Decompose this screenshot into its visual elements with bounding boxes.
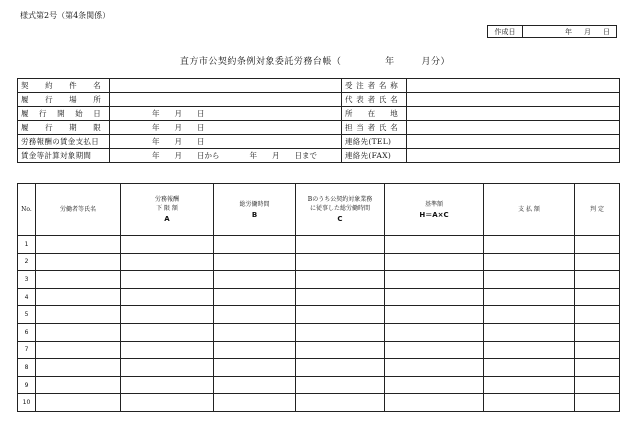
table-row — [18, 394, 620, 412]
table-row — [18, 359, 620, 377]
col-header-worker-name: 労働者等氏名 — [36, 184, 121, 236]
applicable-key: C — [337, 215, 343, 223]
min-wage-line1: 労務報酬 — [154, 196, 179, 203]
title-month-close: 月分） — [421, 57, 451, 67]
row-number: 10 — [18, 394, 36, 412]
payment-cell[interactable] — [484, 271, 575, 289]
info-row — [18, 79, 620, 93]
worker-name-cell[interactable] — [36, 306, 121, 324]
judgment-cell[interactable] — [575, 236, 620, 254]
worker-name-cell[interactable] — [36, 341, 121, 359]
total-hours-cell[interactable] — [214, 341, 296, 359]
judgment-cell[interactable] — [575, 394, 620, 412]
info-row — [18, 121, 620, 135]
contractor-name-field[interactable] — [407, 79, 620, 93]
min-wage-cell[interactable] — [121, 288, 214, 306]
table-row — [18, 323, 620, 341]
table-row — [18, 306, 620, 324]
start-date-label: 履 行 開 始 日 — [18, 107, 110, 121]
created-month-label: 月 — [584, 27, 591, 36]
col-header-standard — [385, 184, 484, 236]
row-number: 2 — [18, 253, 36, 271]
standard-formula: H＝A×C — [419, 210, 449, 219]
total-hours-cell[interactable] — [214, 236, 296, 254]
total-hours-cell[interactable] — [214, 288, 296, 306]
person-in-charge-field[interactable] — [407, 121, 620, 135]
judgment-cell[interactable] — [575, 359, 620, 377]
row-number: 9 — [18, 376, 36, 394]
created-date-box — [487, 25, 617, 38]
payment-cell[interactable] — [484, 341, 575, 359]
applicable-hours-cell[interactable] — [296, 288, 385, 306]
total-hours-cell[interactable] — [214, 253, 296, 271]
standard-cell[interactable] — [385, 359, 484, 377]
col-header-min-wage — [121, 184, 214, 236]
standard-cell[interactable] — [385, 271, 484, 289]
payment-cell[interactable] — [484, 306, 575, 324]
person-in-charge-label: 担当者氏名 — [342, 121, 407, 135]
min-wage-key: A — [164, 215, 170, 223]
applicable-hours-cell[interactable] — [296, 323, 385, 341]
fax-field[interactable] — [407, 149, 620, 163]
representative-field[interactable] — [407, 93, 620, 107]
worker-name-cell[interactable] — [36, 271, 121, 289]
address-field[interactable] — [407, 107, 620, 121]
min-wage-cell[interactable] — [121, 359, 214, 377]
applicable-hours-cell[interactable] — [296, 394, 385, 412]
info-row — [18, 107, 620, 121]
min-wage-cell[interactable] — [121, 394, 214, 412]
tel-label: 連絡先(TEL) — [342, 135, 407, 149]
col-header-payment: 支 払 額 — [484, 184, 575, 236]
worker-name-cell[interactable] — [36, 288, 121, 306]
wage-period-field[interactable]: 年 月 日から 年 月 日まで — [110, 149, 342, 163]
applicable-hours-cell[interactable] — [296, 376, 385, 394]
min-wage-cell[interactable] — [121, 253, 214, 271]
judgment-cell[interactable] — [575, 306, 620, 324]
total-hours-cell[interactable] — [214, 376, 296, 394]
contract-name-field[interactable] — [110, 79, 342, 93]
standard-cell[interactable] — [385, 306, 484, 324]
payment-cell[interactable] — [484, 288, 575, 306]
applicable-line1: Bのうち公契約対象業務 — [307, 196, 373, 203]
worker-name-cell[interactable] — [36, 323, 121, 341]
created-date-field[interactable] — [523, 26, 616, 37]
standard-cell[interactable] — [385, 376, 484, 394]
min-wage-cell[interactable] — [121, 271, 214, 289]
table-row — [18, 376, 620, 394]
applicable-hours-cell[interactable] — [296, 271, 385, 289]
payment-cell[interactable] — [484, 394, 575, 412]
worker-name-cell[interactable] — [36, 394, 121, 412]
applicable-line2: に従事した総労働時間 — [309, 205, 370, 212]
representative-label: 代表者氏名 — [342, 93, 407, 107]
standard-cell[interactable] — [385, 288, 484, 306]
form-code: 様式第2号（第4条関係） — [20, 11, 111, 20]
min-wage-cell[interactable] — [121, 236, 214, 254]
judgment-cell[interactable] — [575, 253, 620, 271]
contractor-name-label: 受注者名称 — [342, 79, 407, 93]
table-row — [18, 271, 620, 289]
col-header-no: No. — [18, 184, 36, 236]
standard-cell[interactable] — [385, 341, 484, 359]
row-number: 1 — [18, 236, 36, 254]
standard-cell[interactable] — [385, 394, 484, 412]
total-hours-cell[interactable] — [214, 394, 296, 412]
judgment-cell[interactable] — [575, 288, 620, 306]
worker-name-cell[interactable] — [36, 236, 121, 254]
col-header-judgment: 判 定 — [575, 184, 620, 236]
info-row — [18, 93, 620, 107]
min-wage-cell[interactable] — [121, 341, 214, 359]
created-day-label: 日 — [603, 27, 610, 36]
row-number: 3 — [18, 271, 36, 289]
worker-name-cell[interactable] — [36, 253, 121, 271]
total-hours-label: 総労働時間 — [239, 200, 270, 208]
contract-name-label: 契 約 件 名 — [18, 79, 110, 93]
ledger-header-row — [18, 184, 620, 236]
col-header-total-hours — [214, 184, 296, 236]
payment-cell[interactable] — [484, 376, 575, 394]
deadline-field[interactable]: 年 月 日 — [110, 121, 342, 135]
payment-date-field[interactable]: 年 月 日 — [110, 135, 342, 149]
info-row — [18, 135, 620, 149]
total-hours-key: B — [251, 210, 258, 219]
col-header-applicable-hours — [296, 184, 385, 236]
payment-cell[interactable] — [484, 323, 575, 341]
location-label: 履 行 場 所 — [18, 93, 110, 107]
total-hours-cell[interactable] — [214, 359, 296, 377]
total-hours-cell[interactable] — [214, 323, 296, 341]
judgment-cell[interactable] — [575, 271, 620, 289]
worker-name-cell[interactable] — [36, 376, 121, 394]
table-row — [18, 288, 620, 306]
standard-cell[interactable] — [385, 236, 484, 254]
location-field[interactable] — [110, 93, 342, 107]
applicable-hours-cell[interactable] — [296, 306, 385, 324]
row-number: 6 — [18, 323, 36, 341]
page-title — [0, 54, 630, 67]
standard-label: 基準額 — [424, 200, 443, 208]
total-hours-cell[interactable] — [214, 271, 296, 289]
payment-cell[interactable] — [484, 236, 575, 254]
fax-label: 連絡先(FAX) — [342, 149, 407, 163]
wage-period-label: 賃金等計算対象期間 — [18, 149, 110, 163]
tel-field[interactable] — [407, 135, 620, 149]
row-number: 5 — [18, 306, 36, 324]
row-number: 4 — [18, 288, 36, 306]
judgment-cell[interactable] — [575, 323, 620, 341]
payment-cell[interactable] — [484, 253, 575, 271]
standard-cell[interactable] — [385, 253, 484, 271]
table-row — [18, 253, 620, 271]
payment-cell[interactable] — [484, 359, 575, 377]
info-row — [18, 149, 620, 163]
applicable-hours-cell[interactable] — [296, 359, 385, 377]
judgment-cell[interactable] — [575, 376, 620, 394]
standard-cell[interactable] — [385, 323, 484, 341]
created-year-label: 年 — [565, 27, 572, 36]
min-wage-line2: 下 限 額 — [156, 205, 178, 212]
row-number: 8 — [18, 359, 36, 377]
address-label: 所在地 — [342, 107, 407, 121]
contract-info-table — [17, 78, 620, 163]
start-date-field[interactable]: 年 月 日 — [110, 107, 342, 121]
row-number: 7 — [18, 341, 36, 359]
title-year: 年 — [385, 57, 395, 67]
judgment-cell[interactable] — [575, 341, 620, 359]
created-label: 作成日 — [488, 26, 523, 37]
worker-name-cell[interactable] — [36, 359, 121, 377]
table-row — [18, 341, 620, 359]
min-wage-cell[interactable] — [121, 306, 214, 324]
payment-date-label: 労務報酬の賃金支払日 — [18, 135, 110, 149]
min-wage-cell[interactable] — [121, 376, 214, 394]
table-row — [18, 236, 620, 254]
applicable-hours-cell[interactable] — [296, 253, 385, 271]
total-hours-cell[interactable] — [214, 306, 296, 324]
applicable-hours-cell[interactable] — [296, 341, 385, 359]
labor-ledger-table — [17, 183, 620, 412]
title-main: 直方市公契約条例対象委託労務台帳（ — [179, 57, 342, 67]
deadline-label: 履 行 期 限 — [18, 121, 110, 135]
applicable-hours-cell[interactable] — [296, 236, 385, 254]
min-wage-cell[interactable] — [121, 323, 214, 341]
